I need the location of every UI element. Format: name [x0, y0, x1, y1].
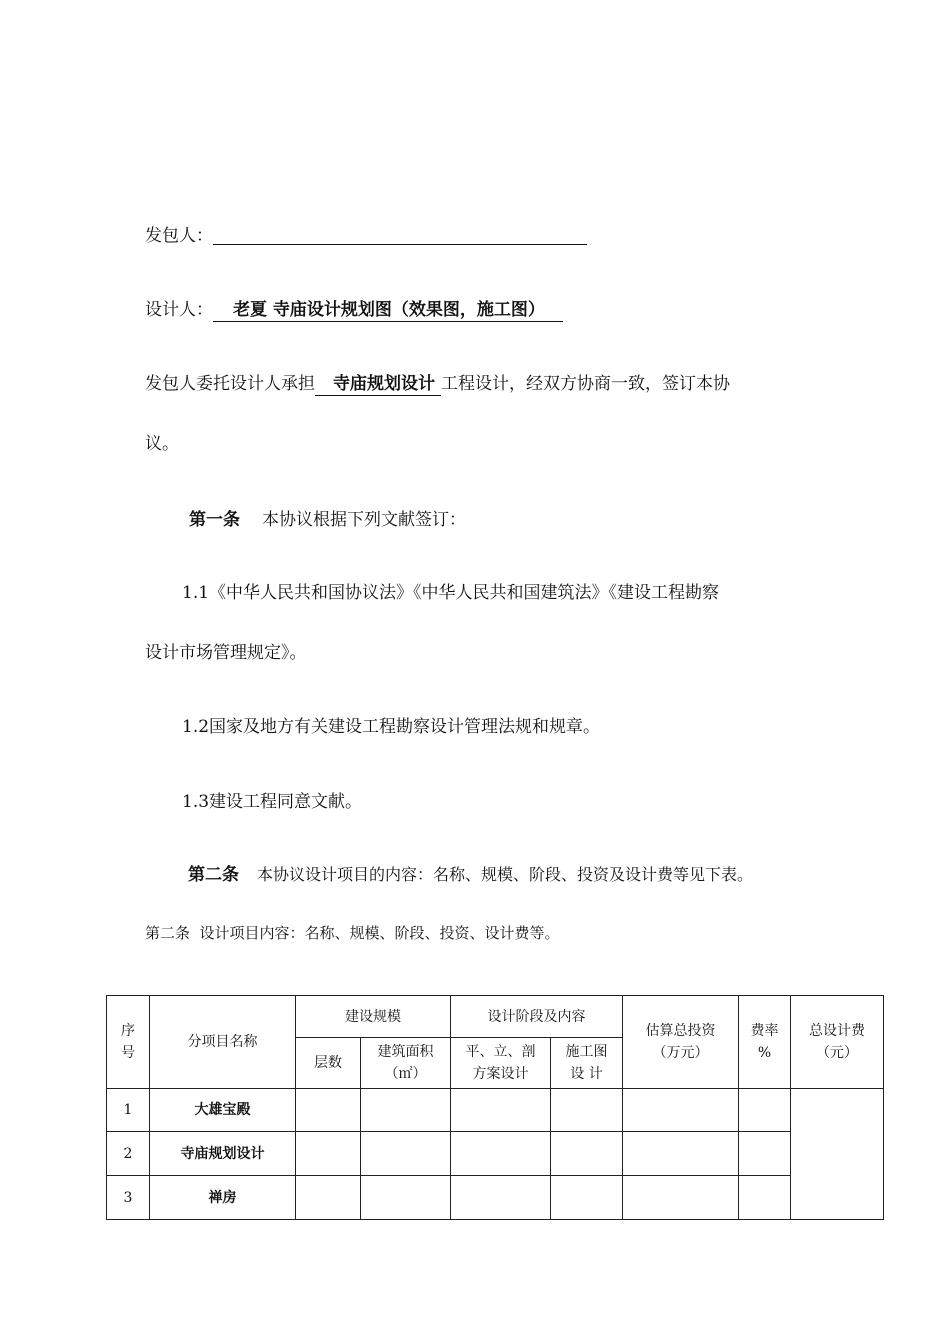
row-no: 3 — [107, 1176, 150, 1220]
header-name: 分项目名称 — [150, 996, 296, 1089]
commission-project: 寺庙规划设计 — [315, 369, 441, 396]
cell-investment[interactable] — [623, 1089, 739, 1132]
header-fee: 总设计费 （元） — [791, 996, 884, 1089]
row-name: 大雄宝殿 — [150, 1089, 296, 1132]
employer-label: 发包人： — [145, 226, 213, 246]
cell-investment[interactable] — [623, 1176, 739, 1220]
table-caption: 第二条 设计项目内容：名称、规模、阶段、投资、设计费等。 — [145, 924, 560, 942]
header-area: 建筑面积 （㎡） — [361, 1038, 451, 1089]
row-name: 寺庙规划设计 — [150, 1132, 296, 1176]
table-row — [107, 1132, 884, 1176]
article1-text: 本协议根据下列文献签订： — [262, 510, 466, 530]
table-row — [107, 1176, 884, 1220]
row-no: 2 — [107, 1132, 150, 1176]
article1-line — [189, 505, 466, 530]
cell-scheme[interactable] — [451, 1089, 551, 1132]
cell-area[interactable] — [361, 1176, 451, 1220]
cell-scheme[interactable] — [451, 1176, 551, 1220]
article1-item2: 1.2国家及地方有关建设工程勘察设计管理法规和规章。 — [182, 717, 601, 737]
header-seq: 序 号 — [107, 996, 150, 1089]
table-row — [107, 1089, 884, 1132]
cell-floors[interactable] — [296, 1176, 361, 1220]
header-construction: 施工图 设 计 — [551, 1038, 623, 1089]
header-floors: 层数 — [296, 1038, 361, 1089]
cell-area[interactable] — [361, 1089, 451, 1132]
designer-label: 设计人： — [145, 300, 213, 320]
commission-line — [145, 369, 730, 396]
cell-construction[interactable] — [551, 1176, 623, 1220]
design-items-table — [106, 995, 884, 1220]
article1-item1-cont: 设计市场管理规定》。 — [145, 643, 307, 663]
commission-prefix: 发包人委托设计人承担 — [145, 374, 315, 394]
article1-item1: 1.1《中华人民共和国协议法》《中华人民共和国建筑法》《建设工程勘察 — [182, 583, 720, 603]
employer-blank-field[interactable] — [213, 226, 587, 245]
commission-continuation: 议。 — [145, 434, 179, 454]
cell-area[interactable] — [361, 1132, 451, 1176]
header-investment: 估算总投资 （万元） — [623, 996, 739, 1089]
article2-heading: 第二条 — [188, 865, 239, 885]
designer-line — [145, 295, 563, 322]
header-rate: 费率 % — [739, 996, 791, 1089]
cell-rate[interactable] — [739, 1132, 791, 1176]
header-scheme: 平、立、剖 方案设计 — [451, 1038, 551, 1089]
cell-floors[interactable] — [296, 1089, 361, 1132]
article2-text: 本协议设计项目的内容：名称、规模、阶段、投资及设计费等见下表。 — [257, 865, 754, 884]
cell-total-fee[interactable] — [791, 1089, 884, 1220]
cell-investment[interactable] — [623, 1132, 739, 1176]
cell-construction[interactable] — [551, 1132, 623, 1176]
header-scale: 建设规模 — [296, 996, 451, 1038]
cell-rate[interactable] — [739, 1089, 791, 1132]
article1-heading: 第一条 — [189, 510, 240, 530]
header-row-1 — [107, 996, 884, 1038]
cell-floors[interactable] — [296, 1132, 361, 1176]
cell-rate[interactable] — [739, 1176, 791, 1220]
row-name: 禅房 — [150, 1176, 296, 1220]
article1-item3: 1.3建设工程同意文献。 — [182, 792, 363, 812]
header-stage: 设计阶段及内容 — [451, 996, 623, 1038]
cell-construction[interactable] — [551, 1089, 623, 1132]
row-no: 1 — [107, 1089, 150, 1132]
employer-line — [145, 221, 587, 246]
commission-suffix: 工程设计，经双方协商一致，签订本协 — [441, 374, 730, 394]
article2-line — [188, 860, 753, 885]
designer-value: 老夏 寺庙设计规划图（效果图，施工图） — [213, 295, 563, 322]
cell-scheme[interactable] — [451, 1132, 551, 1176]
